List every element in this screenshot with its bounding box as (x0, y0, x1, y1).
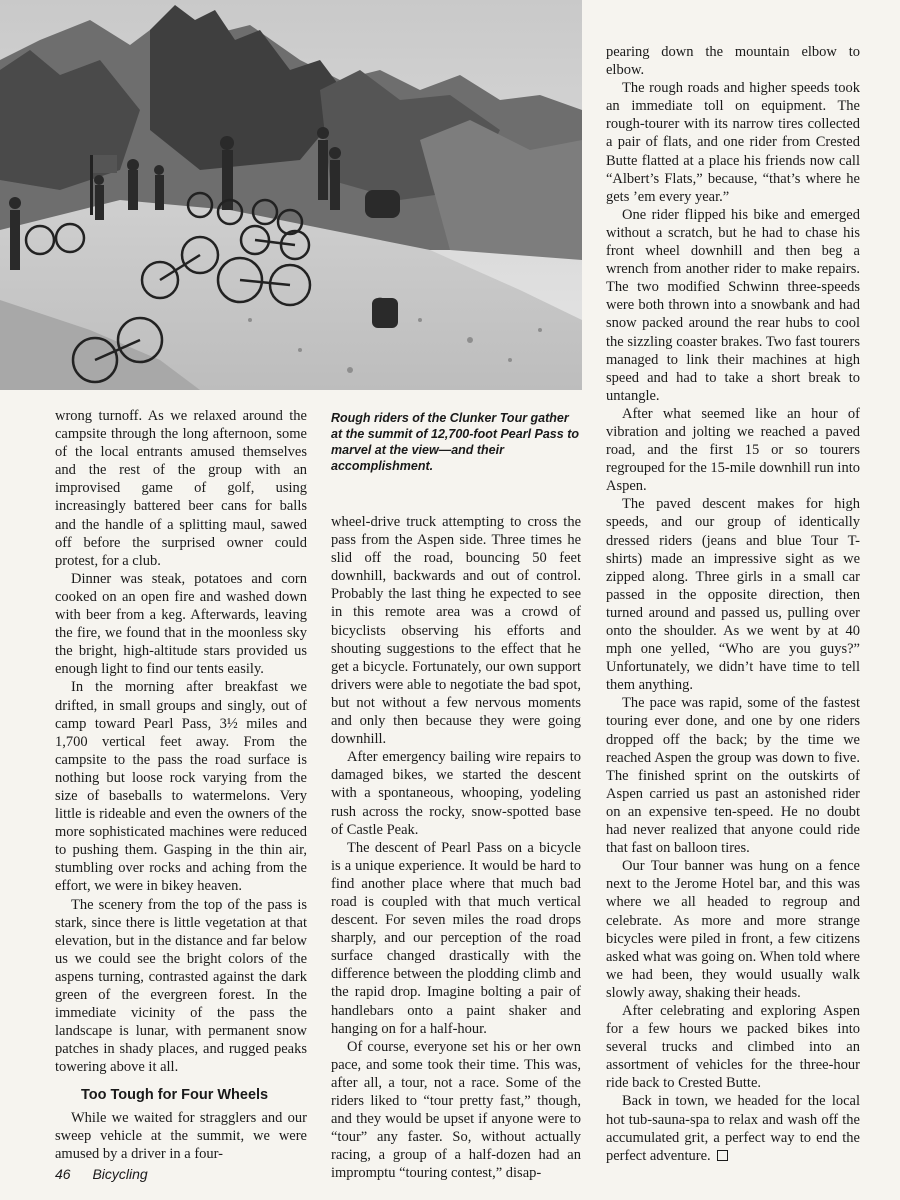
magazine-name: Bicycling (92, 1166, 148, 1182)
paragraph: After celebrating and exploring Aspen for a few hours we packed bikes into several trucks and climbed into an assortment of vehicles for the three-hour ride back to Crested Butte. (606, 1002, 860, 1092)
photo-caption: Rough riders of the Clunker Tour gather at the summit of 12,700-foot Pearl Pass to marvel at the view—and their accomplishment. (331, 411, 579, 473)
page-footer (55, 1166, 148, 1182)
paragraph: In the morning after breakfast we drifted, in small groups and singly, out of camp toward Pearl Pass, 3½ miles and 1,700 vertical feet away. From the campsite to the pass the road surface is nothing but loose rock varying from the size of baseballs to watermelons. Very little is rideable and even the owners of the more sophisticated machines were reduced to pushing them. Gasping in the thin air, stumbling over rocks and aching from the effort, we were in bikey heaven. (55, 679, 307, 895)
paragraph: The descent of Pearl Pass on a bicycle is a unique experience. It would be hard to find another place where that much bad road is coupled with that much vertical descent. For seven miles the road drops sharply, and our perception of the road surface changed drastically with the difference between the plodding climb and the rapid drop. Imagine bolting a pair of handlebars onto a paint shaker and hanging on for a half-hour. (331, 839, 581, 1037)
paragraph: Our Tour banner was hung on a fence next to the Jerome Hotel bar, and this was where we all headed to regroup and celebrate. As more and more strange bicycles were piled in front, a few citizens asked what was going on. When told where we had been, they would usually walk slowly away, shaking their heads. (606, 858, 860, 1001)
paragraph: One rider flipped his bike and emerged without a scratch, but he had to chase his front wheel downhill and then beg a wrench from another rider to make repairs. The two modified Schwinn three-speeds were both thrown into a snowbank and had snow packed around the rear hubs to cool the sizzling coaster brakes. Two fast tourers managed to link their machines at high speed and had to take a short break to untangle. (606, 206, 860, 404)
paragraph: After emergency bailing wire repairs to damaged bikes, we started the descent with a spontaneous, whooping, yodeling rush across the rocky, snow-spotted base of Castle Peak. (331, 749, 581, 838)
paragraph-text: Back in town, we headed for the local hot tub-sauna-spa to relax and wash off the accumulated grit, a perfect way to end the perfect adventure. (606, 1093, 860, 1164)
paragraph: While we waited for stragglers and our sweep vehicle at the summit, we were amused by a driver in a four- (55, 1109, 307, 1162)
paragraph: The scenery from the top of the pass is stark, since there is little vegetation at that elevation, but in the distance and far below us we could see the bright colors of the aspens turning, contrasted against the dark green of the evergreen forest. In the immediate vicinity of the pass the landscape is lunar, with permanent snow patches in shady places, and rugged peaks towering above it all. (55, 896, 307, 1076)
column-2 (331, 513, 581, 1182)
paragraph: wrong turnoff. As we relaxed around the campsite through the long afternoon, some of the local entrants amused themselves and the rest of the group with an improvised game of golf, using increasingly battered beer cans for balls and the handle of a splitting maul, sawed off before the surprised owner could protest, for a club. (55, 408, 307, 569)
section-subhead: Too Tough for Four Wheels (81, 1087, 269, 1104)
page-number: 46 (55, 1166, 71, 1182)
paragraph: The rough roads and higher speeds took an immediate toll on equipment. The rough-tourer with its narrow tires collected a pair of flats, and one rider from Crested Butte flatted at a place his friends now call “Albert’s Flats,” because, “that’s where he gets ’em every year.” (606, 80, 860, 205)
end-mark-icon (717, 1150, 728, 1161)
mountain-pass-photo (0, 0, 582, 390)
paragraph: After what seemed like an hour of vibration and jolting we reached a paved road, and the first 15 or so tourers regrouped for the 15-mile downhill run into Aspen. (606, 405, 860, 495)
paragraph: Dinner was steak, potatoes and corn cooked on an open fire and washed down with beer from a keg. Afterwards, leaving the fire, we found that in the moonless sky the bright, high-altitude stars provided us enough light to find our tents easily. (55, 570, 307, 678)
paragraph: wheel-drive truck attempting to cross the pass from the Aspen side. Three times he slid off the road, bouncing 50 feet downhill, backwards and out of control. Probably the last thing he expected to see in this remote area was a crowd of bicyclists observing his efforts and shouting suggestions to the effect that he get a bicycle. Fortunately, our own support drivers were able to negotiate the bad spot, but not without a few nervous moments and only then because they were going downhill. (331, 514, 581, 748)
paragraph: Of course, everyone set his or her own pace, and some took their time. This was, after all, a tour, not a race. Some of the riders liked to “tour pretty fast,” though, and they would be upset if anyone were to “tour” any faster. So, without actually racing, a group of a half-dozen had an impromptu “touring contest,” disap- (331, 1038, 581, 1182)
column-3 (606, 43, 860, 1165)
paragraph: The paved descent makes for high speeds, and our group of identically dressed riders (jeans and blue Tour T-shirts) made an impressive sight as we zipped along. Three girls in a small car passed in the opposite direction, then turned around and passed us, pulling over onto the shoulder. As we went by at 40 mph one yelled, “Who are you guys?” Unfortunately, we didn’t have time to tell them anything. (606, 496, 860, 694)
last-paragraph (606, 1092, 860, 1164)
paragraph: The pace was rapid, some of the fastest touring ever done, and one by one riders dropped off the back; by the time we reached Aspen the group was down to five. The finished sprint on the outskirts of Aspen carried us past an astonished rider on an expensive ten-speed. He no doubt had never realized that anyone could ride that fast on balloon tires. (606, 695, 860, 857)
mountain-pass-photo-icon (0, 0, 582, 390)
paragraph: pearing down the mountain elbow to elbow. (606, 44, 860, 79)
column-1 (55, 407, 307, 1163)
